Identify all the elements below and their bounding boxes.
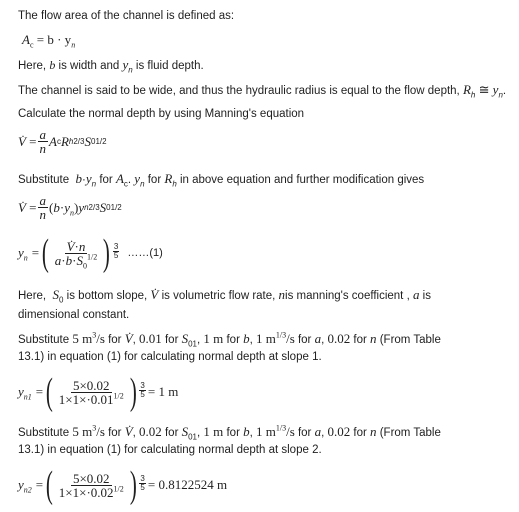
equation-result-slope1: $y_{n1}$ = ( $\frac{5\times 0.02}{1\times 1\times\cdot 0.01^{1/2}}$ ) $\frac{3}{5}$ = 1 m bbox=[18, 371, 179, 413]
equation-area: $A_c = b \cdot y_n$ bbox=[22, 32, 76, 50]
text-substitution-slope2-cont: 13.1) in equation (1) for calculating normal depth at slope 2. bbox=[18, 444, 322, 456]
text-wide-channel: The channel is said to be wide, and thus the hydraulic radius is equal to the flow depth, $R_h$ ≅ $y_n$. bbox=[18, 82, 507, 100]
text-substitution-slope1: Substitute 5 $m^3/s$ for V̇, 0.01 for $S_{01}$, 1 m for b, 1 $m^{1/3}/s$ for a, 0.02 for n (From Table bbox=[18, 330, 441, 349]
text-dimensional-constant: dimensional constant. bbox=[18, 309, 130, 321]
text-substitution-slope1-cont: 13.1) in equation (1) for calculating normal depth at slope 1. bbox=[18, 351, 322, 363]
text-flow-area-intro: The flow area of the channel is defined as: bbox=[18, 10, 235, 22]
equation-modified: V̇ = $\frac{a}{n}$ $(b\cdot y_n)$ y n 2/3 S 0 1/2 bbox=[18, 193, 122, 222]
text-substitution-slope2: Substitute 5 $m^3/s$ for V̇, 0.02 for $S_{01}$, 1 m for b, 1 $m^{1/3}/s$ for a, 0.02 for n (From Table bbox=[18, 423, 441, 442]
text-manning-intro: Calculate the normal depth by using Manning's equation bbox=[18, 108, 305, 120]
equation-result-slope2: $y_{n2}$ = ( $\frac{5\times 0.02}{1\times 1\times\cdot 0.02^{1/2}}$ ) $\frac{3}{5}$ = 0.8122524 m bbox=[18, 464, 228, 506]
text-here-b-width: Here, b is width and $y_n$ is fluid depth. bbox=[18, 57, 204, 75]
equation-manning: V̇ = $\frac{a}{n}$ A c R h 2/3 S 0 1/2 bbox=[18, 127, 107, 156]
equation-1-normal-depth: $y_n$ = ( $\frac{V̇\cdot n}{a\cdot b\cdot S_0^{1/2}}$ ) 3 5 ……(1) bbox=[18, 232, 163, 274]
text-here-definitions: Here, $S_0$ is bottom slope, V̇ is volumetric flow rate, nis manning's coefficient , a is bbox=[18, 287, 431, 305]
text-substitute-modification: Substitute $b\cdot y_n$ for $A_c$. $y_n$ for $R_h$ in above equation and further modification gives bbox=[18, 171, 425, 189]
